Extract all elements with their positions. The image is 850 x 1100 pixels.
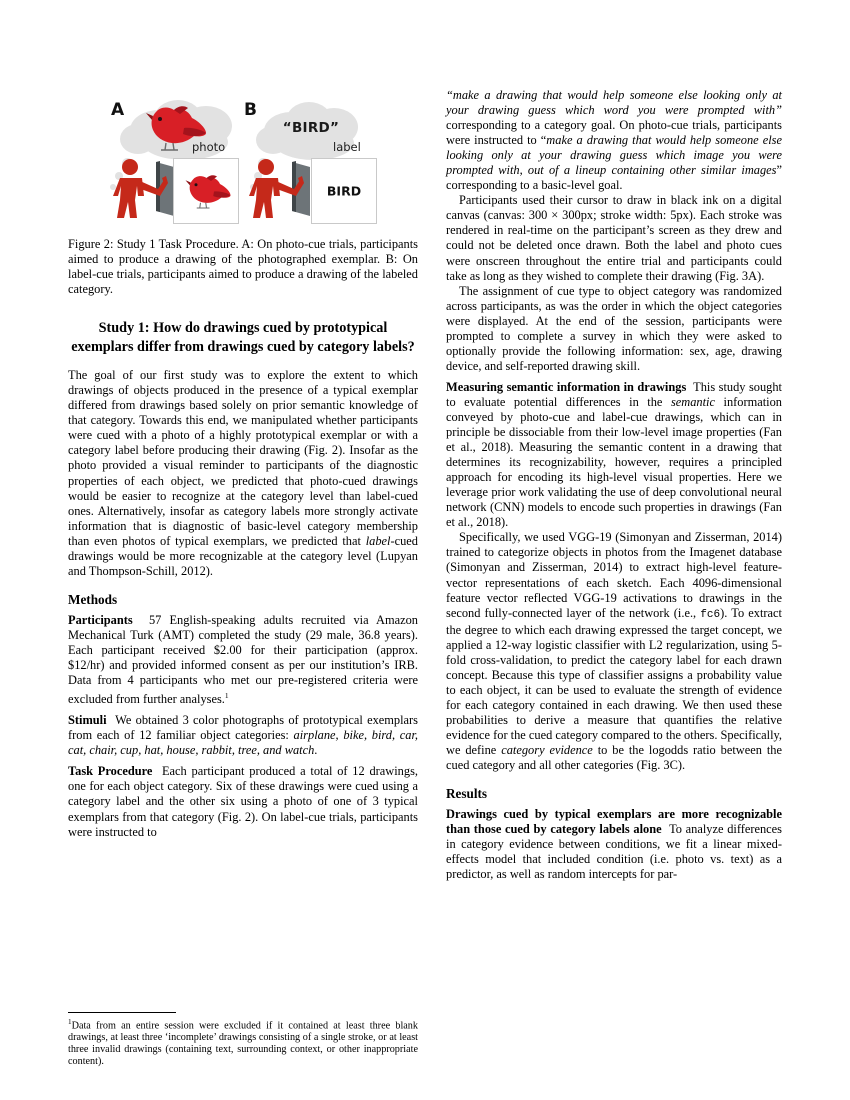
participants-text: 57 English-speaking adults recruited via Amazon Mechanical Turk (AMT) completed the study (29 male, 36.8 years). Each participant received $2.00 for their participation (approx. $12/hr) and provided informed consent as per our institution’s IRB. Data from 4 participants who met our pre-registered criteria were excluded from further analyses.	[68, 612, 418, 707]
intro-text-part-2: -cued drawings would be more recognizable at the category level (Lupyan and Thompson-Schill, 2012).	[68, 533, 418, 578]
semantic-italic: semantic	[670, 394, 715, 409]
cardinal-bird-photo	[184, 175, 232, 211]
photo-stimulus-box	[173, 158, 239, 224]
participants-paragraph	[68, 613, 418, 707]
task-procedure-runin: Task Procedure	[68, 764, 153, 779]
results-paragraph	[446, 807, 782, 882]
vgg-text-tail: to be the logodds ratio between the cued category and all other categories (Fig. 3C).	[446, 743, 782, 773]
canvas-paragraph: Participants used their cursor to draw in black ink on a digital canvas (canvas: 300 × 300px; stroke width: 5px). Each stroke was rendered in real-time on the participant’s screen as they drew and could not be deleted once drawn. Both the label and photo cues were onscreen throughout the entire trial and participants could take as long as they wished to complete their drawing (Fig. 3A).	[446, 193, 782, 283]
task-procedure-paragraph	[68, 764, 418, 839]
stimuli-category-list: airplane, bike, bird, car, cat, chair, cup, hat, house, rabbit, tree, and watch	[68, 728, 418, 758]
instructions-paragraph	[446, 88, 782, 193]
figure-panel-a-letter: A	[111, 100, 125, 120]
measuring-semantic-runin: Measuring semantic information in drawings	[446, 379, 687, 394]
two-column-body	[68, 88, 782, 1068]
vgg-text-pre: Specifically, we used VGG-19 (Simonyan and Zisserman, 2014) trained to categorize objects in photos from the Imagenet database (Simonyan and Zisserman, 2014) to extract high-level feature-vector representations of each sketch. Each 4096-dimensional feature vector reflected VGG-19 activations to drawings in the second fully-connected layer of the network (i.e.,	[446, 530, 782, 620]
label-stimulus-word: BIRD	[326, 183, 362, 199]
figure-label-label: label	[333, 140, 361, 154]
figure-panel-b-letter: B	[244, 100, 257, 120]
stimuli-text-post: .	[314, 743, 318, 758]
figure-photo-label: photo	[192, 140, 226, 154]
results-runin: Drawings cued by typical exemplars are more recognizable than those cued by category labels alone	[446, 807, 782, 837]
right-column	[446, 88, 782, 1068]
results-heading: Results	[446, 786, 488, 802]
stimuli-text-pre: We obtained 3 color photographs of prototypical exemplars from each of 12 familiar object categories:	[68, 713, 419, 743]
vgg-paragraph	[446, 530, 782, 773]
participants-runin: Participants	[68, 612, 133, 627]
intro-italic-label: label	[365, 533, 391, 548]
label-stimulus-box	[311, 158, 377, 224]
fc6-layer-code: fc6	[700, 608, 721, 621]
person-at-easel-icon-a	[104, 156, 180, 224]
label-cue-instruction-quote: “make a drawing that would help someone else looking only at your drawing guess which word you were prompted with”	[446, 88, 782, 118]
after-quote-2-text: ” corresponding to a basic-level goal.	[446, 163, 782, 193]
randomization-paragraph: The assignment of cue type to object category was randomized across participants, as was the order in which the object categories were displayed. At the end of the session, participants were prompted to complete a survey in which they were asked to optionally provide the following information: sex, age, drawing device, and self-reported drawing skill.	[446, 283, 782, 373]
person-at-easel-icon-b	[240, 156, 316, 224]
category-evidence-italic: category evidence	[501, 743, 593, 758]
figure-bird-bubble-text: “BIRD”	[282, 120, 340, 136]
measuring-semantic-paragraph	[446, 380, 782, 530]
stimuli-paragraph	[68, 713, 418, 758]
study-1-title: Study 1: How do drawings cued by prototypical exemplars differ from drawings cued by category labels?	[71, 320, 415, 355]
results-text: To analyze differences in category evidence between conditions, we fit a linear mixed-effects model that included condition (i.e. photo vs. text) as a predictor, as well as random intercepts for par-	[446, 822, 783, 882]
figure-2-graphic	[68, 96, 418, 228]
left-column	[68, 88, 418, 1068]
footnote-text: Data from an entire session were excluded if it contained at least three blank drawings, at least three ‘incomplete’ drawings consisting of a single stroke, or at least three invalid drawings (containing text, surrounding context, or other inappropriate content).	[68, 1020, 418, 1068]
vgg-text-mid: ). To extract the degree to which each drawing expressed the target concept, we applied a 12-way logistic classifier with L2 regularization, using 5-fold cross-validation, to predict the category label for each drawn concept. Because this type of classifier assigns a probability value to each object, it can be used to evaluate the strength of evidence for each category contained in each drawing. We then used these probabilities to derive a measure that quantifies the relative evidence for the cued category compared to the others. Specifically, we define	[446, 605, 783, 758]
measuring-text-post: information conveyed by photo-cue and label-cue drawings, which can in principle be dissociable from their low-level image properties (Fan et al., 2018). Measuring the semantic content in a drawing that determines its recognizability, however, requires a principled approach for encoding its high-level visual properties. Here we leverage prior work validating the use of deep convolutional neural network (CNN) models to encode such properties in drawings (Fan et al., 2018).	[446, 394, 782, 530]
figure-2-caption: Figure 2: Study 1 Task Procedure. A: On photo-cue trials, participants aimed to produce a drawing of the photographed exemplar. B: On label-cue trials, participants aimed to produce a drawing of the labeled category.	[68, 237, 418, 297]
photo-cue-instruction-quote: make a drawing that would help someone else looking only at your drawing guess which image you were prompted with, out of a lineup containing other similar images	[446, 133, 782, 178]
intro-text-part-1: The goal of our first study was to explore the extent to which drawings of objects produced in the presence of a typical exemplar differed from drawings based solely on prior semantic knowledge of that category. Towards this end, we manipulated whether participants were cued with a photo of a highly prototypical exemplar or with a category label before producing their drawing (Fig. 2). Insofar as the photo provided a visual reminder to participants of the diagnostic properties of each object, we predicted that photo-cued drawings would be easier to recognize at the category level than label-cued ones. Alternatively, insofar as category labels more strongly activate information that is diagnostic of basic-level category membership than even photos of typical exemplars, we predicted that	[68, 368, 418, 548]
footnote-number: 1	[68, 1017, 72, 1026]
footnote-marker-inline: 1	[224, 691, 229, 701]
measuring-text-pre: This study sought to evaluate potential differences in the	[446, 379, 782, 409]
methods-heading: Methods	[68, 591, 118, 607]
after-quote-1-text: corresponding to a category goal. On photo-cue trials, participants were instructed to “	[446, 118, 782, 148]
task-procedure-text: Each participant produced a total of 12 drawings, one for each object category. Six of these drawings were cued using a category label and the other six using a photo of one of 3 typical exemplars from that category (Fig. 2). On label-cue trials, participants were instructed to	[68, 764, 418, 839]
stimuli-runin: Stimuli	[68, 713, 107, 728]
footnote-1	[68, 1017, 418, 1068]
footnote-rule	[68, 1012, 176, 1013]
footnote-block	[68, 1012, 418, 1068]
intro-paragraph	[68, 368, 418, 579]
